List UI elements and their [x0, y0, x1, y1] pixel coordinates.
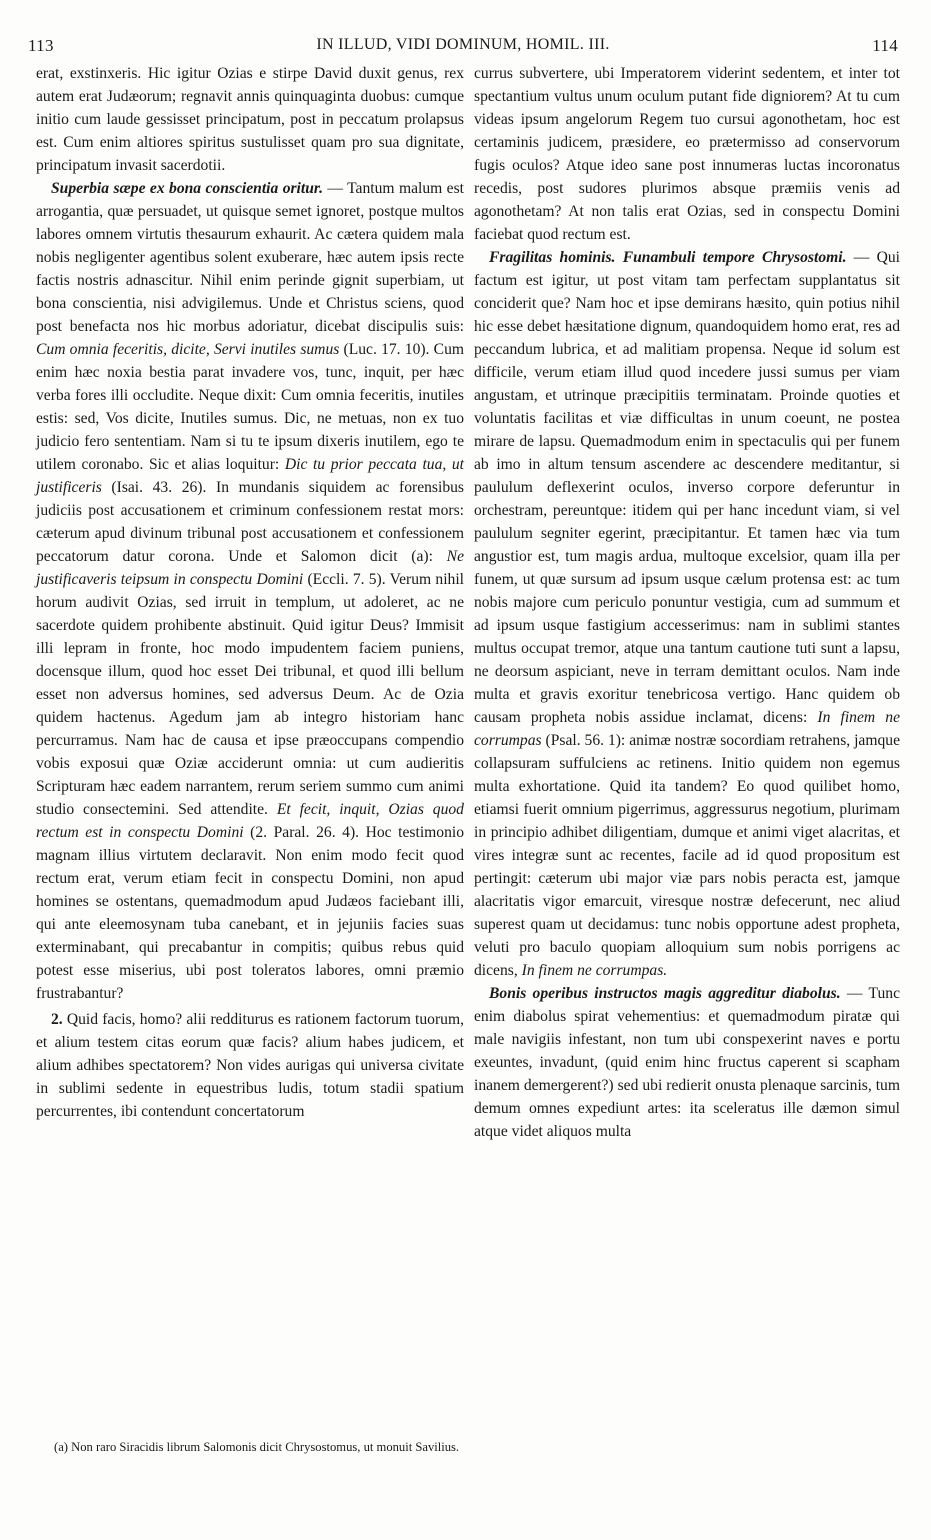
right-paragraph-3: Bonis operibus instructos magis aggreditur diabolus. — Tunc enim diabolus spirat vehementius: et quemadmodum piratæ qui male navigiis infestant, non tum ubi conspexerint naves e portu exeuntes, invadunt, (quid enim hinc fructus caperent si scapham inanem demergerent?) sed ubi redierit onusta plenaque sarcinis, tum demum omnes expediunt artes: ita sceleratus ille dæmon simul atque videt aliquos multa [474, 985, 900, 1140]
footnote-marker: (a) [54, 1440, 68, 1454]
footnote [36, 1440, 464, 1455]
marginal-heading: Superbia sæpe ex bona conscientia oritur. [51, 180, 323, 197]
scripture-quote: Et fecit, inquit, Ozias quod rectum est in conspectu Domini [36, 801, 464, 841]
footnote-text: Non raro Siracidis librum Salomonis dicit Chrysostomus, ut monuit Savilius. [67, 1440, 460, 1454]
left-column [36, 62, 464, 1123]
page-number-left: 113 [28, 36, 54, 55]
running-title: IN ILLUD, VIDI DOMINUM, HOMIL. III. [316, 36, 610, 53]
scripture-reference: (Isai. 43. 26). [101, 479, 216, 496]
page-number-right: 114 [872, 36, 898, 55]
scripture-reference: (Luc. 17. 10). [339, 341, 434, 358]
right-paragraph-1: currus subvertere, ubi Imperatorem viderint sedentem, et inter tot spectantium vultus unum oculum putant fide digniorem? At tu cum videas ipsum angelorum Regem tuo cursui agonothetam, hoc est certaminis judicem, præsidere, eo prætermisso ad conservorum fugis oculos? Atque ideo sane post innumeras luctas incoronatus recedis, post sudores plurimos absque præmiis venis ad agonothetam? At non talis erat Ozias, sed in conspectu Domini faciebat quod rectum est. [474, 65, 900, 243]
scripture-quote: Dic tu prior peccata tua, ut justificeris [36, 456, 464, 496]
scripture-quote: In finem ne corrumpas. [521, 962, 668, 979]
right-column [474, 62, 900, 1143]
right-paragraph-2: Fragilitas hominis. Funambuli tempore Chrysostomi. — Qui factum est igitur, ut post vitam tam perfectam supplantatus sit conciderit que? Nam hoc et ipse demirans hæsito, quin potius nihil hic esse debet hæsitatione dignum, quandoquidem homo erat, res ad peccandum lubrica, et ad malitiam propensa. Neque id solum est difficile, verum etiam illud quod incedere jussi sumus per viam angustam, et utrinque præcipitiis terminatam. Proinde quoties et voluntatis facilitas et viæ difficultas in unum coeunt, ne postea mirare de lapsu. Quemadmodum enim in spectaculis qui per funem ab imo in altum tensum ascendere ac descendere meditantur, si paululum deflexerint oculos, inverso corpore deferuntur in orchestram, pereuntque: itidem qui per hanc incedunt viam, si vel paululum segniter egerint, præcipitantur. Et tamen hæc via tum angustior est, tum magis ardua, multoque excelsior, quam illa per funem, ut quæ sursum ad ipsum usque cælum protensa est: ac tum nobis majore cum periculo ponuntur vestigia, cum ad summum et ad ipsum usque fastigium accesserimus: nam in sublimi stantes multus occupat tremor, atque una tantum cautione tuti sunt a lapsu, ne deorsum aspiciant, neve in terram demittant oculos. Nam inde multa et gravis exoritur tenebricosa vertigo. Hanc quidem ob causam propheta nobis assidue inclamat, dicens: In finem ne corrumpas (Psal. 56. 1): animæ nostræ socordiam retrahens, jamque collapsuram suffulciens ac retinens. Initio quidem non egemus multa exhortatione. Quid ita tandem? Eo quod quilibet homo, etiamsi fuerit omnium pigerrimus, aggressurus negotium, plurimam in principio adhibet diligentiam, dumque et animi viget alacritas, et vires integræ sunt ac recentes, facile ad id quod propositum est pertingit: cæterum ubi major viæ pars nobis peracta est, jamque alacritatis vigor emarcuit, viresque nostræ defecerunt, nec aliud superest quam ut decidamus: tunc nobis opportune adest propheta, veluti pro baculo quopiam alloquium sum nobis porrigens ac dicens, In finem ne corrumpas. [474, 249, 900, 979]
page-header [28, 36, 898, 58]
left-paragraph-3: 2. Quid facis, homo? alii redditurus es rationem factorum tuorum, et alium testem citas eorum quæ facis? alium habes judicem, et alium adhibes spectatorem? Non vides aurigas qui universa civitate in sublimi sedente in equestribus ludis, totum stadii spatium percurrentes, ibi contendunt concertatorum [36, 1011, 464, 1120]
scripture-reference: (Eccli. 7. 5). [303, 571, 390, 588]
left-paragraph-1: erat, exstinxeris. Hic igitur Ozias e stirpe David duxit genus, rex autem erat Judæorum; regnavit annis quinquaginta duobus: cumque initio cum laude gessisset principatum, post in peccatum prolapsus est. Cum enim altiores spiritus sustulisset quam pro sua dignitate, principatum invasit sacerdotii. [36, 65, 464, 174]
marginal-heading: Fragilitas hominis. Funambuli tempore Chrysostomi. [489, 249, 847, 266]
marginal-heading: Bonis operibus instructos magis aggreditur diabolus. [489, 985, 841, 1002]
scripture-quote: In finem ne corrumpas [474, 709, 900, 749]
section-number: 2. [51, 1011, 63, 1028]
scripture-quote: Cum omnia feceritis, dicite, Servi inutiles sumus [36, 341, 340, 358]
left-paragraph-2: Superbia sæpe ex bona conscientia oritur. — Tantum malum est arrogantia, quæ persuadet, ut quisque semet ignoret, postque multos labores omnem virtutis thesaurum exhaurit. Ac cætera quidem mala nobis negligenter agentibus solent exuberare, hæc autem ipsis recte factis nostris adnascitur. Nihil enim perinde gignit superbiam, ut bona conscientia, nisi advigilemus. Unde et Christus sciens, quod post benefacta nos hic morbus adoriatur, dicebat discipulis suis: Cum omnia feceritis, dicite, Servi inutiles sumus (Luc. 17. 10). Cum enim hæc noxia bestia parat invadere vos, tunc, inquit, per hæc verba fores illi occludite. Neque dixit: Cum omnia feceritis, inutiles estis: sed, Vos dicite, Inutiles sumus. Dic, ne metuas, non ex tuo judicio fero sententiam. Nam si tu te ipsum dixeris inutilem, ego te utilem coronabo. Sic et alias loquitur: Dic tu prior peccata tua, ut justificeris (Isai. 43. 26). In mundanis siquidem ac forensibus judiciis post accusationem et criminum confessionem restat mors: cæterum apud divinum tribunal post accusationem et confessionem peccatorum datur corona. Unde et Salomon dicit (a): Ne justificaveris teipsum in conspectu Domini (Eccli. 7. 5). Verum nihil horum audivit Ozias, sed irruit in templum, ut adoleret, ac ne sacerdote quidem prohibente abstinuit. Quid igitur Deus? Immisit illi lepram in fronte, hoc modo impudentem faciem puniens, docensque illum, quod hoc esset Dei tribunal, et quod illi bellum esset non adversus homines, sed adversus Deum. Ac de Ozia quidem hactenus. Agedum jam ab integro historiam hanc percurramus. Nam hac de causa et ipse præoccupans compendio vobis exposui quæ Oziæ acciderunt omnia: ut cum audieritis Scripturam hæc eadem narrantem, rerum seriem summo cum animi studio consectemini. Sed attendite. Et fecit, inquit, Ozias quod rectum est in conspectu Domini (2. Paral. 26. 4). Hoc testimonio magnam illius virtutem declaravit. Non enim modo fecit quod rectum erat, verum etiam fecit in conspectu Domini, non apud homines se ostentans, quemadmodum apud Judæos faciebant illi, qui ante eleemosynam tuba canebant, et in jejuniis facies suas exterminabant, qui precabantur in compitis; quibus rebus quid potest esse miserius, ubi post toleratos labores, omni præmio frustrabantur? [36, 180, 465, 1002]
scripture-quote: Ne justificaveris teipsum in conspectu Domini [36, 548, 464, 588]
scripture-reference: (Psal. 56. 1): [541, 732, 630, 749]
scripture-reference: (2. Paral. 26. 4). [243, 824, 366, 841]
